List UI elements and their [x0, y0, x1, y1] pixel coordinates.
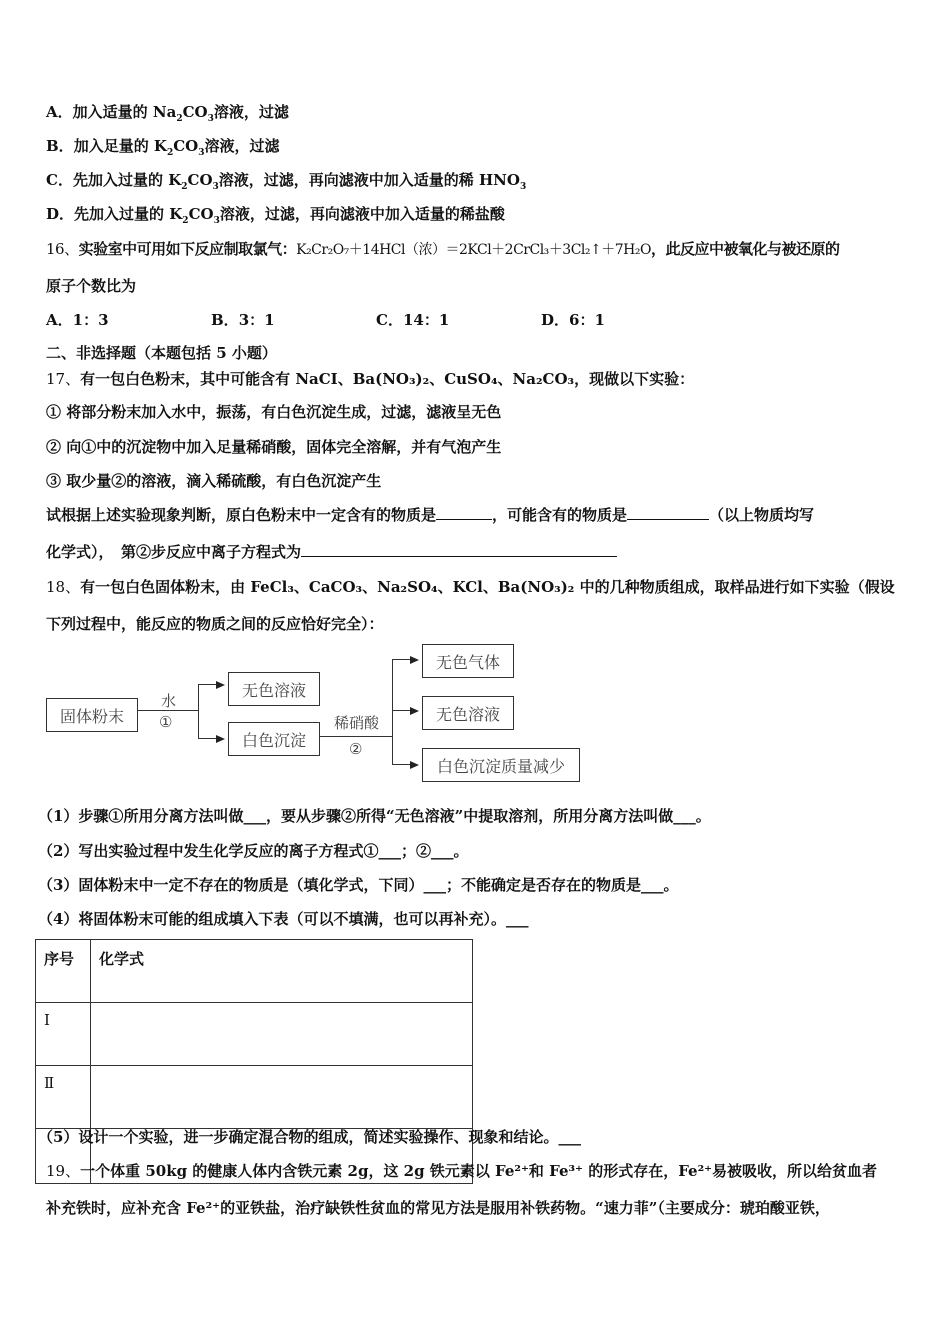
arrow-icon — [216, 735, 225, 743]
arrow-icon — [410, 707, 419, 715]
formula: $K_2CO_3$ — [153, 137, 205, 158]
option-letter: A． — [46, 103, 73, 121]
arrow-icon — [410, 761, 419, 769]
step1-number: ① — [159, 713, 173, 731]
q17-question-cont — [46, 542, 617, 562]
arrow-icon — [216, 681, 225, 689]
question-text: ，此反应中被氧化与被还原的 — [650, 240, 840, 258]
option-text: 3：1 — [238, 311, 275, 329]
step2-reagent: 稀硝酸 — [334, 714, 380, 732]
q16-option-d — [541, 310, 605, 330]
formula: $K_2CO_3$ — [169, 205, 220, 226]
question-text: 一个体重 50kg 的健康人体内含铁元素 2g，这 2g 铁元素以 Fe²⁺和 Fe³⁺ 的形式存在，Fe²⁺易被吸收，所以给贫血者 — [80, 1162, 878, 1180]
answer-blank[interactable] — [436, 505, 492, 520]
q17-stem — [46, 369, 694, 389]
question-number: 17、 — [46, 370, 81, 388]
question-text: 实验室中可用如下反应制取氯气： — [78, 240, 297, 258]
section-title: 二、非选择题（本题包括 5 小题） — [46, 344, 277, 362]
q16-stem — [46, 239, 839, 260]
question-text: 有一包白色粉末，其中可能含有 NaCI、Ba(NO₃)₂、CuSO₄、Na₂CO₃，现做以下实验： — [80, 370, 695, 388]
q16-option-a — [46, 310, 211, 330]
formula-cell[interactable] — [91, 1003, 473, 1066]
connector-line — [198, 684, 218, 685]
q18-stem — [46, 577, 895, 597]
row-index: Ⅰ — [36, 1003, 91, 1066]
question-text: （以上物质均写 — [709, 506, 815, 524]
question-number: 18、 — [46, 578, 81, 596]
question-text: 化学式）， 第②步反应中离子方程式为 — [46, 543, 302, 561]
chemical-equation: K₂Cr₂O₇＋14HCl（浓）＝2KCl＋2CrCl₃＋3Cl₂↑＋7H₂O — [296, 242, 651, 258]
box-precipitate-mass-decrease: 白色沉淀质量减少 — [422, 748, 580, 782]
box-solid-powder: 固体粉末 — [46, 698, 138, 732]
connector-line — [320, 736, 392, 737]
q17-question — [46, 505, 814, 525]
row-index: Ⅱ — [36, 1066, 91, 1129]
connector-line — [198, 684, 199, 739]
step1-reagent: 水 — [161, 692, 177, 710]
box-white-precipitate: 白色沉淀 — [228, 722, 320, 756]
option-letter: C． — [46, 171, 73, 189]
connector-line — [392, 710, 412, 711]
header-index: 序号 — [36, 940, 91, 1003]
connector-line — [392, 764, 412, 765]
q18-sub-2: （2）写出实验过程中发生化学反应的离子方程式①___；②___。 — [38, 842, 469, 860]
header-formula: 化学式 — [91, 940, 473, 1003]
composition-table — [35, 939, 473, 1184]
option-letter: D． — [46, 205, 75, 223]
q17-step-1: ① 将部分粉末加入水中，振荡，有白色沉淀生成，过滤，滤液呈无色 — [46, 403, 502, 421]
box-colorless-gas: 无色气体 — [422, 644, 514, 678]
question-number: 19、 — [46, 1162, 81, 1180]
option-text: 溶液，过滤，再向滤液中加入适量的稀 $HNO_3$ — [218, 171, 527, 192]
question-number: 16、 — [46, 240, 79, 258]
q16-option-c — [376, 310, 541, 330]
q15-option-b — [46, 136, 280, 156]
table-row — [36, 1066, 473, 1129]
formula: $K_2CO_3$ — [168, 171, 219, 192]
q18-sub-3: （3）固体粉末中一定不存在的物质是（填化学式，下同）___；不能确定是否存在的物质是___。 — [38, 876, 679, 894]
q17-step-2: ② 向①中的沉淀物中加入足量稀硝酸，固体完全溶解，并有气泡产生 — [46, 438, 502, 456]
option-text: 1：3 — [72, 311, 109, 329]
q18-stem-cont: 下列过程中，能反应的物质之间的反应恰好完全）： — [46, 615, 384, 633]
formula: $Na_2CO_3$ — [152, 103, 214, 124]
question-text: 试根据上述实验现象判断，原白色粉末中一定含有的物质是 — [46, 506, 437, 524]
option-text: 加入适量的 — [72, 103, 153, 121]
q18-sub-4: （4）将固体粉末可能的组成填入下表（可以不填满，也可以再补充）。___ — [38, 910, 529, 928]
q15-option-c — [46, 170, 526, 190]
option-letter: A． — [46, 311, 73, 329]
formula-cell[interactable] — [91, 1066, 473, 1129]
option-letter: D． — [541, 311, 570, 329]
answer-blank[interactable] — [627, 505, 709, 520]
option-letter: C． — [376, 311, 403, 329]
q18-sub-5: （5）设计一个实验，进一步确定混合物的组成，简述实验操作、现象和结论。___ — [38, 1128, 581, 1146]
connector-line — [392, 659, 393, 765]
flow-diagram — [40, 640, 600, 790]
option-text: 先加入过量的 — [72, 171, 169, 189]
table-row — [36, 1003, 473, 1066]
q17-step-3: ③ 取少量②的溶液，滴入稀硫酸，有白色沉淀产生 — [46, 472, 382, 490]
option-text: 溶液，过滤 — [213, 103, 289, 121]
option-text: 先加入过量的 — [74, 205, 170, 223]
table-header-row — [36, 940, 473, 1003]
option-letter: B． — [46, 137, 74, 155]
option-text: 溶液，过滤 — [204, 137, 280, 155]
q19-line-1 — [46, 1161, 877, 1181]
answer-blank[interactable] — [301, 542, 617, 557]
step2-number: ② — [349, 740, 363, 758]
q16-option-b — [211, 310, 376, 330]
box-colorless-solution-2: 无色溶液 — [422, 696, 514, 730]
option-text: 6：1 — [569, 311, 605, 329]
connector-line — [392, 659, 412, 660]
arrow-icon — [410, 656, 419, 664]
connector-line — [198, 738, 218, 739]
q19-line-2: 补充铁时，应补充含 Fe²⁺的亚铁盐，治疗缺铁性贫血的常见方法是服用补铁药物。“速力菲”（主要成分：琥珀酸亚铁， — [46, 1199, 830, 1217]
q16-stem-cont: 原子个数比为 — [46, 277, 137, 295]
option-text: 14：1 — [402, 311, 450, 329]
q15-option-d — [46, 204, 505, 224]
question-text: 有一包白色固体粉末，由 FeCl₃、CaCO₃、Na₂SO₄、KCl、Ba(NO₃)₂ 中的几种物质组成，取样品进行如下实验（假设 — [80, 578, 895, 596]
q18-sub-1: （1）步骤①所用分离方法叫做___，要从步骤②所得“无色溶液”中提取溶剂，所用分离方法叫做___。 — [38, 807, 711, 825]
option-text: 溶液，过滤，再向滤液中加入适量的稀盐酸 — [219, 205, 505, 223]
question-text: ，可能含有的物质是 — [492, 506, 628, 524]
box-colorless-solution: 无色溶液 — [228, 672, 320, 706]
q15-option-a — [46, 102, 289, 122]
option-text: 加入足量的 — [73, 137, 154, 155]
option-letter: B． — [211, 311, 239, 329]
q16-options — [46, 310, 605, 330]
